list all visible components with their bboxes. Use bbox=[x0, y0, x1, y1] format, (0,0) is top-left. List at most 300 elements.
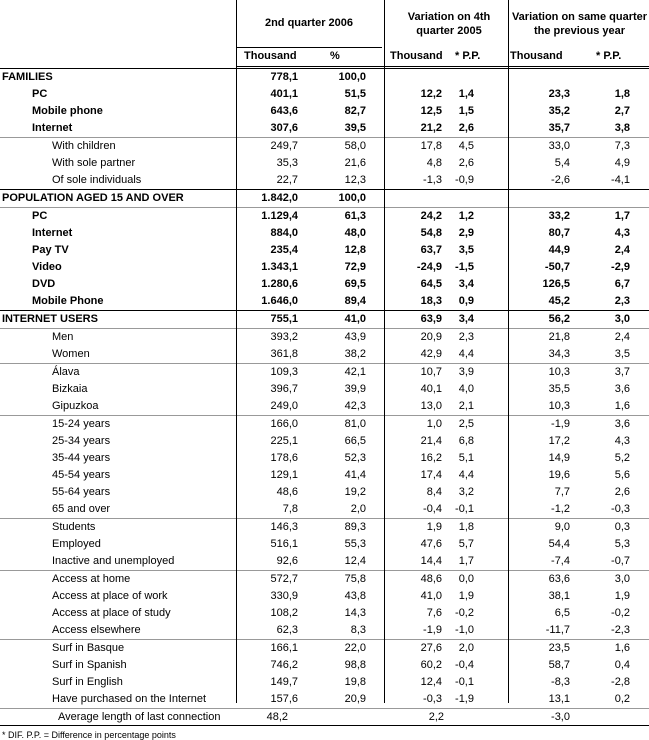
row-label: DVD bbox=[32, 278, 56, 290]
row-label: Internet bbox=[32, 122, 73, 134]
table-row bbox=[0, 674, 649, 691]
cell-value: -1,0 bbox=[455, 624, 474, 636]
cell-value: 4,3 bbox=[614, 435, 630, 447]
cell-value: 2,9 bbox=[458, 227, 474, 239]
cell-value: 38,2 bbox=[344, 348, 366, 360]
cell-value: 3,0 bbox=[614, 313, 630, 325]
cell-value: 3,2 bbox=[458, 486, 474, 498]
cell-value: 108,2 bbox=[270, 607, 298, 619]
table-row bbox=[0, 68, 649, 86]
cell-value: 12,4 bbox=[344, 555, 366, 567]
cell-value: 5,2 bbox=[614, 452, 630, 464]
cell-value: 21,8 bbox=[548, 331, 570, 343]
row-label: Bizkaia bbox=[52, 383, 88, 395]
table-row bbox=[0, 103, 649, 120]
row-label: 45-54 years bbox=[52, 469, 111, 481]
cell-value: 48,6 bbox=[420, 573, 442, 585]
row-label: Inactive and unemployed bbox=[52, 555, 175, 567]
cell-value: 12,3 bbox=[344, 174, 366, 186]
cell-value: -0,2 bbox=[611, 607, 630, 619]
cell-value: 3,4 bbox=[458, 278, 474, 290]
cell-value: 1.280,6 bbox=[261, 278, 298, 290]
table-row bbox=[0, 518, 649, 536]
cell-value: 166,0 bbox=[270, 418, 298, 430]
cell-value: -2,3 bbox=[611, 624, 630, 636]
subheader-percent: % bbox=[330, 50, 340, 62]
row-label: Have purchased on the Internet bbox=[52, 693, 207, 705]
cell-value: -0,4 bbox=[455, 659, 474, 671]
cell-value: -1,2 bbox=[551, 503, 570, 515]
cell-value: -0,3 bbox=[611, 503, 630, 515]
cell-value: 42,1 bbox=[344, 366, 366, 378]
cell-value: 249,7 bbox=[270, 140, 298, 152]
cell-value: 35,3 bbox=[276, 157, 298, 169]
cell-value: -1,5 bbox=[455, 261, 474, 273]
cell-value: 1,0 bbox=[426, 418, 442, 430]
table-row bbox=[0, 691, 649, 708]
cell-value: -50,7 bbox=[544, 261, 570, 273]
col-divider-1 bbox=[236, 0, 237, 703]
cell-value: -8,3 bbox=[551, 676, 570, 688]
cell-value: 41,0 bbox=[420, 590, 442, 602]
cell-value: 2,6 bbox=[614, 486, 630, 498]
cell-value: 884,0 bbox=[270, 227, 298, 239]
table-row bbox=[0, 415, 649, 433]
cell-value: 1,7 bbox=[458, 555, 474, 567]
cell-value: 3,5 bbox=[614, 348, 630, 360]
row-label: PC bbox=[32, 88, 48, 100]
cell-value: 13,0 bbox=[420, 400, 442, 412]
subheader-pp-2: * P.P. bbox=[596, 50, 622, 62]
cell-value: 0,3 bbox=[614, 521, 630, 533]
cell-value: 6,7 bbox=[614, 278, 630, 290]
table-row bbox=[0, 120, 649, 137]
cell-value: 14,3 bbox=[344, 607, 366, 619]
cell-value: 330,9 bbox=[270, 590, 298, 602]
cell-value: 35,2 bbox=[548, 105, 570, 117]
cell-value: -1,9 bbox=[551, 418, 570, 430]
cell-value: 4,9 bbox=[614, 157, 630, 169]
cell-value: 2,6 bbox=[458, 157, 474, 169]
cell-value: 80,7 bbox=[548, 227, 570, 239]
bottom-rule bbox=[0, 725, 649, 726]
row-label: PC bbox=[32, 210, 48, 222]
row-label: INTERNET USERS bbox=[2, 313, 98, 325]
cell-value: 66,5 bbox=[344, 435, 366, 447]
cell-value: 3,9 bbox=[458, 366, 474, 378]
cell-value: 89,4 bbox=[344, 295, 366, 307]
cell-value: 44,9 bbox=[548, 244, 570, 256]
table-row bbox=[0, 137, 649, 155]
cell-value: -4,1 bbox=[611, 174, 630, 186]
cell-value: 778,1 bbox=[270, 71, 298, 83]
cell-value: -7,4 bbox=[551, 555, 570, 567]
cell-value: 746,2 bbox=[270, 659, 298, 671]
cell-value: 40,1 bbox=[420, 383, 442, 395]
cell-value: 6,5 bbox=[554, 607, 570, 619]
cell-value: 572,7 bbox=[270, 573, 298, 585]
cell-value: -1,3 bbox=[423, 174, 442, 186]
cell-value: 5,7 bbox=[458, 538, 474, 550]
row-label: Women bbox=[52, 348, 90, 360]
cell-value: 19,6 bbox=[548, 469, 570, 481]
cell-value: -2,9 bbox=[611, 261, 630, 273]
cell-value: 2,5 bbox=[458, 418, 474, 430]
cell-value: 7,8 bbox=[282, 503, 298, 515]
cell-value: 3,6 bbox=[614, 383, 630, 395]
row-label: Average length of last connection bbox=[58, 711, 221, 723]
row-label: Access at home bbox=[52, 573, 131, 585]
cell-value: 47,6 bbox=[420, 538, 442, 550]
row-label: Gipuzkoa bbox=[52, 400, 99, 412]
cell-value: 41,0 bbox=[344, 313, 366, 325]
footnote: * DIF. P.P. = Difference in percentage points bbox=[2, 730, 176, 740]
table-row bbox=[0, 657, 649, 674]
table-row bbox=[0, 433, 649, 450]
table-row bbox=[0, 189, 649, 207]
cell-value: 0,9 bbox=[458, 295, 474, 307]
cell-value: 5,6 bbox=[614, 469, 630, 481]
cell-value: 27,6 bbox=[420, 642, 442, 654]
table-row bbox=[0, 155, 649, 172]
row-label: Access at place of study bbox=[52, 607, 171, 619]
cell-value: 55,3 bbox=[344, 538, 366, 550]
cell-value: 63,7 bbox=[420, 244, 442, 256]
row-label: 65 and over bbox=[52, 503, 111, 515]
row-label: Access at place of work bbox=[52, 590, 168, 602]
cell-value: 166,1 bbox=[270, 642, 298, 654]
cell-value: 7,6 bbox=[426, 607, 442, 619]
cell-value: 3,0 bbox=[614, 573, 630, 585]
cell-value: 516,1 bbox=[270, 538, 298, 550]
cell-value: 54,8 bbox=[420, 227, 442, 239]
row-label: Álava bbox=[52, 366, 80, 378]
cell-value: 755,1 bbox=[270, 313, 298, 325]
cell-value: 22,7 bbox=[276, 174, 298, 186]
cell-value: 72,9 bbox=[344, 261, 366, 273]
cell-value: 4,3 bbox=[614, 227, 630, 239]
cell-value: 48,0 bbox=[344, 227, 366, 239]
table-row bbox=[0, 346, 649, 363]
cell-value: 3,7 bbox=[614, 366, 630, 378]
cell-value: 22,0 bbox=[344, 642, 366, 654]
cell-value: 62,3 bbox=[276, 624, 298, 636]
cell-value: -2,8 bbox=[611, 676, 630, 688]
cell-value: 0,2 bbox=[614, 693, 630, 705]
cell-value: 35,5 bbox=[548, 383, 570, 395]
table-row bbox=[0, 553, 649, 570]
cell-value: 4,4 bbox=[458, 348, 474, 360]
cell-value: -1,9 bbox=[455, 693, 474, 705]
cell-value: 1,4 bbox=[458, 88, 474, 100]
cell-value: 35,7 bbox=[548, 122, 570, 134]
cell-value: 1,6 bbox=[614, 642, 630, 654]
cell-value: 4,0 bbox=[458, 383, 474, 395]
table-row bbox=[0, 293, 649, 310]
cell-value: 42,3 bbox=[344, 400, 366, 412]
row-label: Surf in Basque bbox=[52, 642, 125, 654]
subheader-thousand-3: Thousand bbox=[510, 50, 563, 62]
cell-value: 2,0 bbox=[350, 503, 366, 515]
row-label: Students bbox=[52, 521, 96, 533]
cell-value: 19,2 bbox=[344, 486, 366, 498]
table-row bbox=[0, 86, 649, 103]
cell-value: 12,4 bbox=[420, 676, 442, 688]
cell-value: 17,8 bbox=[420, 140, 442, 152]
cell-value: 7,3 bbox=[614, 140, 630, 152]
cell-value: 2,1 bbox=[458, 400, 474, 412]
cell-value: -0,1 bbox=[455, 503, 474, 515]
cell-value: 146,3 bbox=[270, 521, 298, 533]
cell-value: 1.343,1 bbox=[261, 261, 298, 273]
cell-value: 17,2 bbox=[548, 435, 570, 447]
cell-value: 2,2 bbox=[428, 711, 444, 723]
subheader-thousand-1: Thousand bbox=[244, 50, 297, 62]
row-label: FAMILIES bbox=[2, 71, 53, 83]
cell-value: 2,7 bbox=[614, 105, 630, 117]
cell-value: 58,7 bbox=[548, 659, 570, 671]
cell-value: 13,1 bbox=[548, 693, 570, 705]
cell-value: 401,1 bbox=[270, 88, 298, 100]
cell-value: 1,5 bbox=[458, 105, 474, 117]
cell-value: 1,9 bbox=[426, 521, 442, 533]
cell-value: 39,5 bbox=[344, 122, 366, 134]
subheader-pp-1: * P.P. bbox=[455, 50, 481, 62]
cell-value: 14,9 bbox=[548, 452, 570, 464]
table-row bbox=[0, 259, 649, 276]
cell-value: 109,3 bbox=[270, 366, 298, 378]
cell-value: 1,6 bbox=[614, 400, 630, 412]
header-variation-4th-quarter: Variation on 4th quarter 2005 bbox=[407, 11, 491, 37]
cell-value: 2,4 bbox=[614, 331, 630, 343]
header-2nd-quarter: 2nd quarter 2006 bbox=[264, 17, 354, 29]
cell-value: 1,9 bbox=[458, 590, 474, 602]
cell-value: 1,9 bbox=[614, 590, 630, 602]
cell-value: 7,7 bbox=[554, 486, 570, 498]
cell-value: 12,2 bbox=[420, 88, 442, 100]
table-row bbox=[0, 310, 649, 328]
table-row bbox=[0, 605, 649, 622]
cell-value: 129,1 bbox=[270, 469, 298, 481]
cell-value: 51,5 bbox=[344, 88, 366, 100]
cell-value: 2,3 bbox=[614, 295, 630, 307]
cell-value: 157,6 bbox=[270, 693, 298, 705]
cell-value: -0,3 bbox=[423, 693, 442, 705]
cell-value: 2,0 bbox=[458, 642, 474, 654]
cell-value: 126,5 bbox=[542, 278, 570, 290]
cell-value: 33,0 bbox=[548, 140, 570, 152]
cell-value: 48,6 bbox=[276, 486, 298, 498]
cell-value: 9,0 bbox=[554, 521, 570, 533]
table-row bbox=[0, 450, 649, 467]
cell-value: -2,6 bbox=[551, 174, 570, 186]
cell-value: 12,8 bbox=[344, 244, 366, 256]
cell-value: 89,3 bbox=[344, 521, 366, 533]
cell-value: 75,8 bbox=[344, 573, 366, 585]
cell-value: 20,9 bbox=[420, 331, 442, 343]
cell-value: 23,5 bbox=[548, 642, 570, 654]
cell-value: 4,8 bbox=[426, 157, 442, 169]
cell-value: 61,3 bbox=[344, 210, 366, 222]
cell-value: 34,3 bbox=[548, 348, 570, 360]
row-label: Surf in English bbox=[52, 676, 123, 688]
table-row bbox=[0, 381, 649, 398]
cell-value: 149,7 bbox=[270, 676, 298, 688]
cell-value: 5,4 bbox=[554, 157, 570, 169]
cell-value: 10,3 bbox=[548, 366, 570, 378]
cell-value: 42,9 bbox=[420, 348, 442, 360]
row-label: Internet bbox=[32, 227, 73, 239]
cell-value: 43,8 bbox=[344, 590, 366, 602]
table-row bbox=[0, 172, 649, 189]
table-row bbox=[0, 328, 649, 346]
table-row bbox=[0, 467, 649, 484]
cell-value: 8,3 bbox=[350, 624, 366, 636]
row-label: POPULATION AGED 15 AND OVER bbox=[2, 192, 184, 204]
cell-value: 393,2 bbox=[270, 331, 298, 343]
cell-value: -1,9 bbox=[423, 624, 442, 636]
cell-value: 63,6 bbox=[548, 573, 570, 585]
cell-value: 81,0 bbox=[344, 418, 366, 430]
cell-value: -0,2 bbox=[455, 607, 474, 619]
table-row bbox=[0, 225, 649, 242]
header-variation-previous-year: Variation on same quarter the previous year bbox=[511, 11, 648, 37]
cell-value: -11,7 bbox=[545, 624, 570, 636]
cell-value: 43,9 bbox=[344, 331, 366, 343]
cell-value: 48,2 bbox=[266, 711, 288, 723]
table-row bbox=[0, 622, 649, 639]
cell-value: 2,3 bbox=[458, 331, 474, 343]
cell-value: 54,4 bbox=[548, 538, 570, 550]
row-label: 55-64 years bbox=[52, 486, 111, 498]
cell-value: 225,1 bbox=[270, 435, 298, 447]
table-row-average-connection bbox=[0, 708, 649, 725]
table-row bbox=[0, 484, 649, 501]
cell-value: 19,8 bbox=[344, 676, 366, 688]
cell-value: 0,4 bbox=[614, 659, 630, 671]
cell-value: 20,9 bbox=[344, 693, 366, 705]
row-label: 35-44 years bbox=[52, 452, 111, 464]
cell-value: -0,4 bbox=[423, 503, 442, 515]
table-row bbox=[0, 501, 649, 518]
cell-value: 249,0 bbox=[270, 400, 298, 412]
table-header bbox=[0, 0, 649, 68]
cell-value: 38,1 bbox=[548, 590, 570, 602]
row-label: With children bbox=[52, 140, 116, 152]
row-label: Men bbox=[52, 331, 74, 343]
cell-value: -0,9 bbox=[455, 174, 474, 186]
table-row bbox=[0, 242, 649, 259]
cell-value: 100,0 bbox=[338, 192, 366, 204]
table-row bbox=[0, 363, 649, 381]
cell-value: 1,7 bbox=[614, 210, 630, 222]
cell-value: 23,3 bbox=[548, 88, 570, 100]
row-label: Video bbox=[32, 261, 62, 273]
cell-value: 1.129,4 bbox=[261, 210, 298, 222]
table-row bbox=[0, 276, 649, 293]
cell-value: 16,2 bbox=[420, 452, 442, 464]
cell-value: 1,8 bbox=[458, 521, 474, 533]
table-row bbox=[0, 398, 649, 415]
row-label: Mobile phone bbox=[32, 105, 103, 117]
cell-value: 1.842,0 bbox=[261, 192, 298, 204]
cell-value: 21,4 bbox=[420, 435, 442, 447]
cell-value: 10,7 bbox=[420, 366, 442, 378]
cell-value: 10,3 bbox=[548, 400, 570, 412]
cell-value: 39,9 bbox=[344, 383, 366, 395]
row-label: With sole partner bbox=[52, 157, 136, 169]
cell-value: 1,2 bbox=[458, 210, 474, 222]
table-row bbox=[0, 536, 649, 553]
cell-value: 4,5 bbox=[458, 140, 474, 152]
cell-value: 21,6 bbox=[344, 157, 366, 169]
cell-value: 14,4 bbox=[420, 555, 442, 567]
cell-value: -3,0 bbox=[551, 711, 570, 723]
col-divider-3 bbox=[508, 0, 509, 703]
cell-value: -24,9 bbox=[416, 261, 442, 273]
cell-value: 24,2 bbox=[420, 210, 442, 222]
cell-value: 3,8 bbox=[614, 122, 630, 134]
table-row bbox=[0, 207, 649, 225]
row-label: Mobile Phone bbox=[32, 295, 104, 307]
cell-value: 92,6 bbox=[276, 555, 298, 567]
cell-value: 5,1 bbox=[458, 452, 474, 464]
cell-value: 69,5 bbox=[344, 278, 366, 290]
header-rule-2 bbox=[236, 66, 649, 67]
row-label: 15-24 years bbox=[52, 418, 111, 430]
row-label: Access elsewhere bbox=[52, 624, 141, 636]
cell-value: 6,8 bbox=[458, 435, 474, 447]
cell-value: 3,4 bbox=[458, 313, 474, 325]
cell-value: 2,6 bbox=[458, 122, 474, 134]
col-divider-2 bbox=[384, 0, 385, 703]
cell-value: 235,4 bbox=[270, 244, 298, 256]
row-label: Employed bbox=[52, 538, 101, 550]
cell-value: 56,2 bbox=[548, 313, 570, 325]
cell-value: -0,1 bbox=[455, 676, 474, 688]
cell-value: -0,7 bbox=[611, 555, 630, 567]
cell-value: 4,4 bbox=[458, 469, 474, 481]
row-label: Of sole individuals bbox=[52, 174, 142, 186]
cell-value: 41,4 bbox=[344, 469, 366, 481]
subheader-thousand-2: Thousand bbox=[390, 50, 443, 62]
row-label: Surf in Spanish bbox=[52, 659, 127, 671]
cell-value: 33,2 bbox=[548, 210, 570, 222]
cell-value: 178,6 bbox=[270, 452, 298, 464]
cell-value: 643,6 bbox=[270, 105, 298, 117]
cell-value: 100,0 bbox=[338, 71, 366, 83]
cell-value: 63,9 bbox=[420, 313, 442, 325]
table-body bbox=[0, 68, 649, 708]
cell-value: 2,4 bbox=[614, 244, 630, 256]
cell-value: 3,5 bbox=[458, 244, 474, 256]
cell-value: 82,7 bbox=[344, 105, 366, 117]
cell-value: 1.646,0 bbox=[261, 295, 298, 307]
cell-value: 18,3 bbox=[420, 295, 442, 307]
cell-value: 64,5 bbox=[420, 278, 442, 290]
header-rule-1 bbox=[236, 47, 382, 48]
cell-value: 361,8 bbox=[270, 348, 298, 360]
cell-value: 17,4 bbox=[420, 469, 442, 481]
cell-value: 5,3 bbox=[614, 538, 630, 550]
cell-value: 0,0 bbox=[458, 573, 474, 585]
row-label: 25-34 years bbox=[52, 435, 111, 447]
cell-value: 396,7 bbox=[270, 383, 298, 395]
cell-value: 60,2 bbox=[420, 659, 442, 671]
table-row bbox=[0, 588, 649, 605]
row-label: Pay TV bbox=[32, 244, 69, 256]
cell-value: 307,6 bbox=[270, 122, 298, 134]
